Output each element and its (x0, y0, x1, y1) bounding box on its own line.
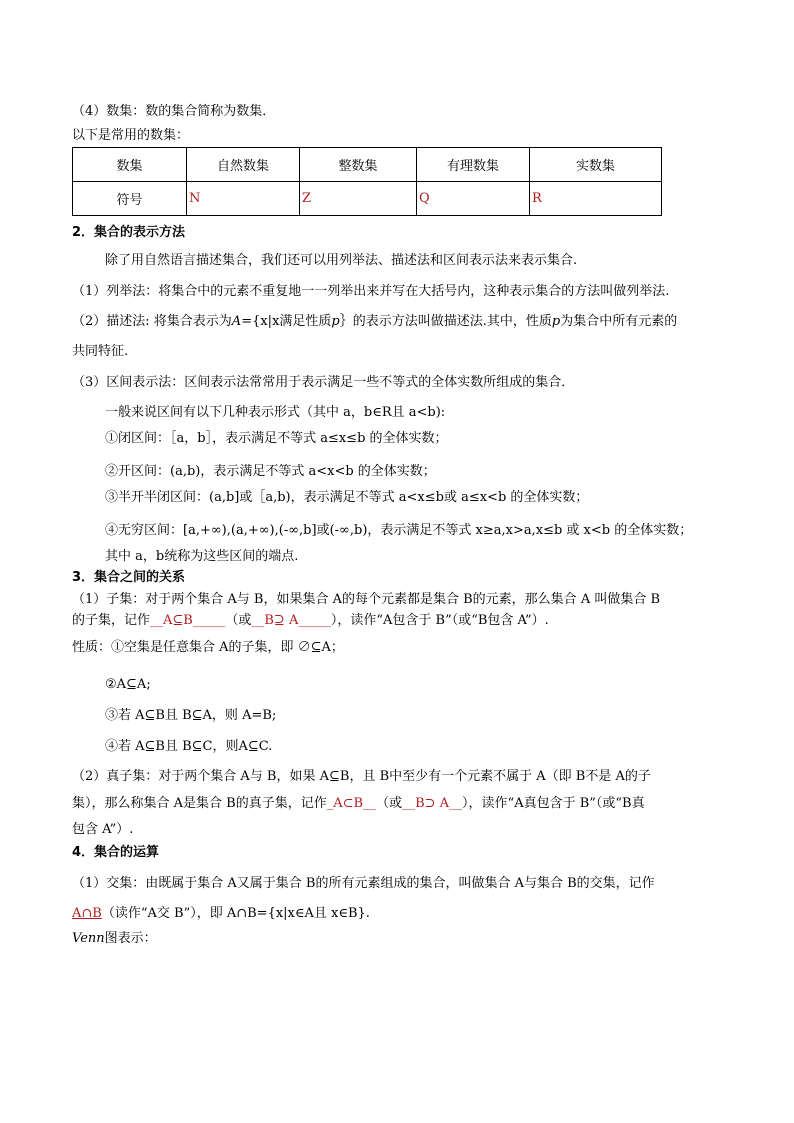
table-header-cell: 有理数集 (417, 148, 530, 182)
table-header-cell: 数集 (73, 148, 187, 182)
paragraph: 其中 a，b统称为这些区间的端点. (105, 549, 299, 564)
table-header-row (73, 148, 662, 182)
symbol-rational: Q (417, 182, 530, 216)
number-set-definition: （4）数集：数的集合简称为数集． (72, 104, 276, 119)
list-item: 性质：①空集是任意集合 A的子集，即 ∅⊆A； (72, 640, 344, 655)
section-heading: 4．集合的运算 (72, 845, 160, 860)
paragraph: 一般来说区间有以下几种表示形式（其中 a，b∈R且 a<b): (105, 405, 446, 420)
table-header-cell: 实数集 (530, 148, 662, 182)
section-heading: 2．集合的表示方法 (72, 225, 186, 240)
subset-notation: 的子集，记作__A⊆B_____（或__B⊇ A_____），读作“A包含于 B”（或“B包含 A”）. (72, 613, 549, 628)
list-item: ②开区间：(a,b)，表示满足不等式 a<x<b 的全体实数； (105, 464, 436, 479)
common-number-sets-intro: 以下是常用的数集： (72, 128, 190, 143)
description-method: （2）描述法: 将集合表示为A={x|x满足性质p｝的表示方法叫做描述法.其中，性质p为集合中所有元素的 (72, 314, 678, 329)
paragraph: （1）交集：由既属于集合 A又属于集合 B的所有元素组成的集合，叫做集合 A与集合 B的交集，记作 (72, 876, 655, 891)
symbol-real: R (530, 182, 662, 216)
list-item: ④若 A⊆B且 B⊆C，则A⊆C. (105, 739, 273, 754)
table-header-cell: 自然数集 (187, 148, 300, 182)
list-item: ③若 A⊆B且 B⊆A，则 A=B; (105, 708, 277, 723)
list-item: ②A⊆A; (105, 677, 151, 692)
paragraph: （1）子集：对于两个集合 A与 B，如果集合 A的每个元素都是集合 B的元素，那么集合 A 叫做集合 B (72, 592, 661, 607)
table-row (73, 182, 662, 216)
table-row-label: 符号 (73, 182, 187, 216)
proper-subset-notation: 集），那么称集合 A是集合 B的真子集，记作_A⊂B__（或__B⊃ A__），读作“A真包含于 B”（或“B真 (72, 796, 645, 811)
list-item: ①闭区间：［a，b］，表示满足不等式 a≤x≤b 的全体实数； (105, 431, 448, 446)
symbol-natural: N (187, 182, 300, 216)
section-heading: 3．集合之间的关系 (72, 570, 186, 585)
paragraph: （1）列举法：将集合中的元素不重复地一一列举出来并写在大括号内，这种表示集合的方法叫做列举法. (72, 284, 670, 299)
paragraph: 除了用自然语言描述集合，我们还可以用列举法、描述法和区间表示法来表示集合. (105, 253, 578, 268)
number-sets-table (72, 147, 662, 216)
paragraph: 共同特征. (72, 344, 129, 359)
list-item: ③半开半闭区间：(a,b]或［a,b)，表示满足不等式 a<x≤b或 a≤x<b 的全体实数； (105, 490, 589, 505)
intersection-notation: A∩B（读作“A交 B”），即 A∩B={x|x∈A且 x∈B}. (72, 906, 370, 921)
symbol-integer: Z (300, 182, 417, 216)
list-item: ④无穷区间：[a,+∞),(a,+∞),(-∞,b]或(-∞,b)，表示满足不等式 x≥a,x>a,x≤b 或 x<b 的全体实数； (105, 523, 693, 538)
table-header-cell: 整数集 (300, 148, 417, 182)
paragraph: （3）区间表示法：区间表示法常常用于表示满足一些不等式的全体实数所组成的集合． (72, 375, 575, 390)
venn-caption: Venn图表示： (72, 931, 157, 946)
paragraph: 包含 A”）. (72, 822, 134, 837)
paragraph: （2）真子集：对于两个集合 A与 B，如果 A⊆B，且 B中至少有一个元素不属于 A（即 B不是 A的子 (72, 769, 651, 784)
